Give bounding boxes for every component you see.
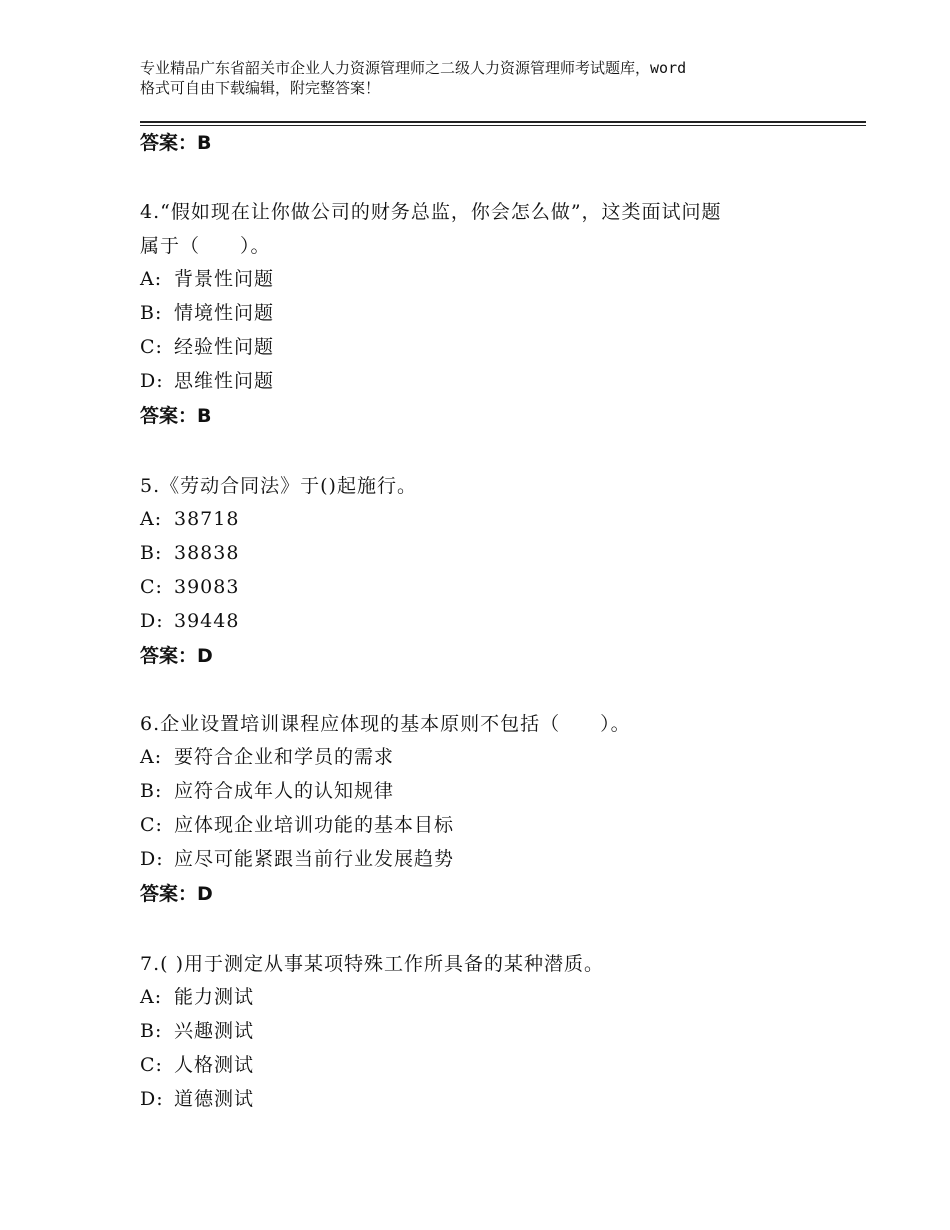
option-label: D: bbox=[140, 610, 164, 632]
question-7-option-d bbox=[140, 1085, 254, 1113]
option-text: 道德测试 bbox=[174, 1088, 255, 1110]
option-label: D: bbox=[140, 848, 164, 870]
question-5-answer: 答案：D bbox=[140, 645, 213, 667]
question-6-option-c bbox=[140, 811, 454, 839]
question-7-option-a bbox=[140, 983, 254, 1011]
question-6-option-a bbox=[140, 743, 394, 771]
header-line-1: 专业精品广东省韶关市企业人力资源管理师之二级人力资源管理师考试题库，word bbox=[140, 59, 687, 77]
option-text: 39448 bbox=[174, 610, 240, 632]
option-label: C: bbox=[140, 576, 163, 598]
option-label: A: bbox=[140, 986, 163, 1008]
option-label: A: bbox=[140, 268, 163, 290]
option-text: 背景性问题 bbox=[174, 268, 275, 290]
question-7-option-c bbox=[140, 1051, 254, 1079]
answer-previous: 答案：B bbox=[140, 132, 212, 154]
document-header bbox=[140, 58, 840, 98]
option-text: 兴趣测试 bbox=[174, 1020, 255, 1042]
question-4-stem bbox=[140, 195, 820, 263]
option-label: C: bbox=[140, 1054, 163, 1076]
question-4-answer: 答案：B bbox=[140, 405, 212, 427]
option-label: B: bbox=[140, 780, 163, 802]
question-5-option-a bbox=[140, 505, 239, 533]
option-label: D: bbox=[140, 1088, 164, 1110]
question-5-option-c bbox=[140, 573, 239, 601]
option-text: 思维性问题 bbox=[174, 370, 275, 392]
option-text: 38838 bbox=[174, 542, 240, 564]
option-label: A: bbox=[140, 508, 163, 530]
question-5-stem bbox=[140, 469, 820, 503]
option-label: C: bbox=[140, 814, 163, 836]
option-text: 要符合企业和学员的需求 bbox=[174, 746, 395, 768]
option-label: B: bbox=[140, 542, 163, 564]
option-text: 应尽可能紧跟当前行业发展趋势 bbox=[174, 848, 455, 870]
question-6-stem-line-1: 6.企业设置培训课程应体现的基本原则不包括（ ）。 bbox=[140, 713, 631, 735]
question-5-option-b bbox=[140, 539, 239, 567]
option-label: B: bbox=[140, 302, 163, 324]
option-text: 情境性问题 bbox=[174, 302, 275, 324]
question-5-stem-line-1: 5.《劳动合同法》于()起施行。 bbox=[140, 475, 417, 497]
question-6-option-b bbox=[140, 777, 394, 805]
option-text: 39083 bbox=[174, 576, 240, 598]
option-text: 38718 bbox=[174, 508, 240, 530]
option-text: 应符合成年人的认知规律 bbox=[174, 780, 395, 802]
option-label: A: bbox=[140, 746, 163, 768]
option-text: 经验性问题 bbox=[174, 336, 275, 358]
option-text: 人格测试 bbox=[174, 1054, 255, 1076]
header-line-2: 格式可自由下载编辑，附完整答案！ bbox=[140, 79, 381, 97]
question-5-option-d bbox=[140, 607, 239, 635]
question-4-option-c bbox=[140, 333, 274, 361]
question-7-option-b bbox=[140, 1017, 254, 1045]
option-label: C: bbox=[140, 336, 163, 358]
question-6-answer: 答案：D bbox=[140, 883, 213, 905]
question-4-option-b bbox=[140, 299, 274, 327]
question-4-option-d bbox=[140, 367, 274, 395]
option-label: D: bbox=[140, 370, 164, 392]
option-text: 能力测试 bbox=[174, 986, 255, 1008]
question-4-option-a bbox=[140, 265, 274, 293]
question-6-stem bbox=[140, 707, 820, 741]
question-7-stem-line-1: 7.( )用于测定从事某项特殊工作所具备的某种潜质。 bbox=[140, 953, 604, 975]
question-4-stem-line-1: 4.“假如现在让你做公司的财务总监，你会怎么做”，这类面试问题 bbox=[140, 201, 722, 223]
question-4-stem-line-2: 属于（ ）。 bbox=[140, 235, 271, 257]
header-divider bbox=[140, 121, 866, 126]
option-label: B: bbox=[140, 1020, 163, 1042]
question-6-option-d bbox=[140, 845, 454, 873]
option-text: 应体现企业培训功能的基本目标 bbox=[174, 814, 455, 836]
question-7-stem bbox=[140, 947, 820, 981]
